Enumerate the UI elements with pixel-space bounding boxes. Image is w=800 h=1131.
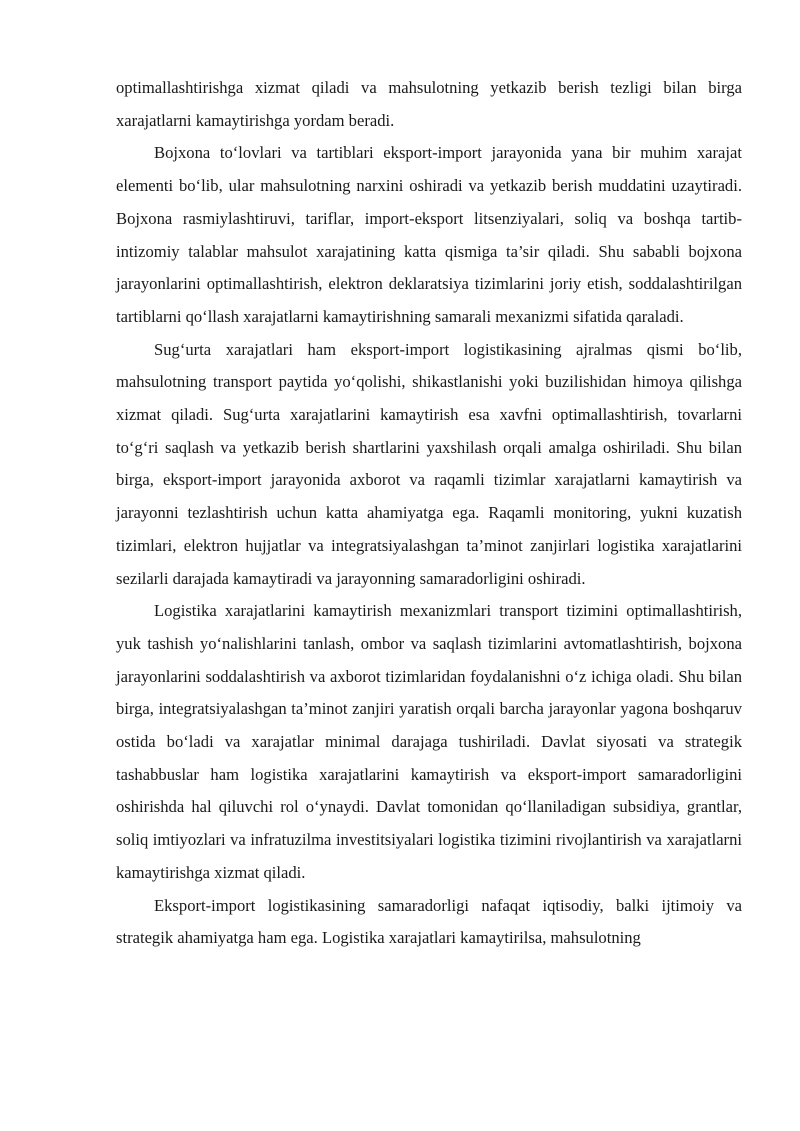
- document-page: [116, 72, 742, 955]
- paragraph-insurance: Sug‘urta xarajatlari ham eksport-import logistikasining ajralmas qismi bo‘lib, mahsulotning transport paytida yo‘qolishi, shikastlanishi yoki buzilishidan himoya qilishga xizmat qiladi. Sug‘urta xarajatlarini kamaytirish esa xavfni optimallashtirish, tovarlarni to‘g‘ri saqlash va yetkazib berish shartlarini yaxshilash orqali amalga oshiriladi. Shu bilan birga, eksport-import jarayonida axborot va raqamli tizimlar xarajatlarni kamaytirish va jarayonni tezlashtirish uchun katta ahamiyatga ega. Raqamli monitoring, yukni kuzatish tizimlari, elektron hujjatlar va integratsiyalashgan ta’minot zanjirlari logistika xarajatlarini sezilarli darajada kamaytiradi va jarayonning samaradorligini oshiradi.: [116, 339, 742, 588]
- paragraph-mechanisms: Logistika xarajatlarini kamaytirish mexanizmlari transport tizimini optimallashtirish, yuk tashish yo‘nalishlarini tanlash, ombor va saqlash tizimlarini avtomatlashtirish, bojxona jarayonlarini soddalashtirish va axborot tizimlaridan foydalanishni o‘z ichiga oladi. Shu bilan birga, integratsiyalashgan ta’minot zanjiri yaratish orqali barcha jarayonlar yagona boshqaruv ostida bo‘ladi va xarajatlar minimal darajaga tushiriladi. Davlat siyosati va strategik tashabbuslar ham logistika xarajatlarini kamaytirish va eksport-import samaradorligini oshirishda hal qiluvchi rol o‘ynaydi. Davlat tomonidan qo‘llaniladigan subsidiya, grantlar, soliq imtiyozlari va infratuzilma investitsiyalari logistika tizimini rivojlantirish va xarajatlarni kamaytirishga xizmat qiladi.: [116, 601, 742, 882]
- paragraph-customs: Bojxona to‘lovlari va tartiblari eksport-import jarayonida yana bir muhim xarajat elementi bo‘lib, ular mahsulotning narxini oshiradi va yetkazib berish muddatini uzaytiradi. Bojxona rasmiylashtiruvi, tariflar, import-eksport litsenziyalari, soliq va boshqa tartib-intizomiy talablar mahsulot xarajatining katta qismiga ta’sir qiladi. Shu sababli bojxona jarayonlarini optimallashtirish, elektron deklaratsiya tizimlarini joriy etish, soddalashtirilgan tartiblarni qo‘llash xarajatlarni kamaytirishning samarali mexanizmi sifatida qaraladi.: [116, 143, 742, 326]
- paragraph-continued: optimallashtirishga xizmat qiladi va mahsulotning yetkazib berish tezligi bilan birga xarajatlarni kamaytirishga yordam beradi.: [116, 78, 742, 130]
- paragraph-efficiency: Eksport-import logistikasining samaradorligi nafaqat iqtisodiy, balki ijtimoiy va strategik ahamiyatga ham ega. Logistika xarajatlari kamaytirilsa, mahsulotning: [116, 895, 742, 948]
